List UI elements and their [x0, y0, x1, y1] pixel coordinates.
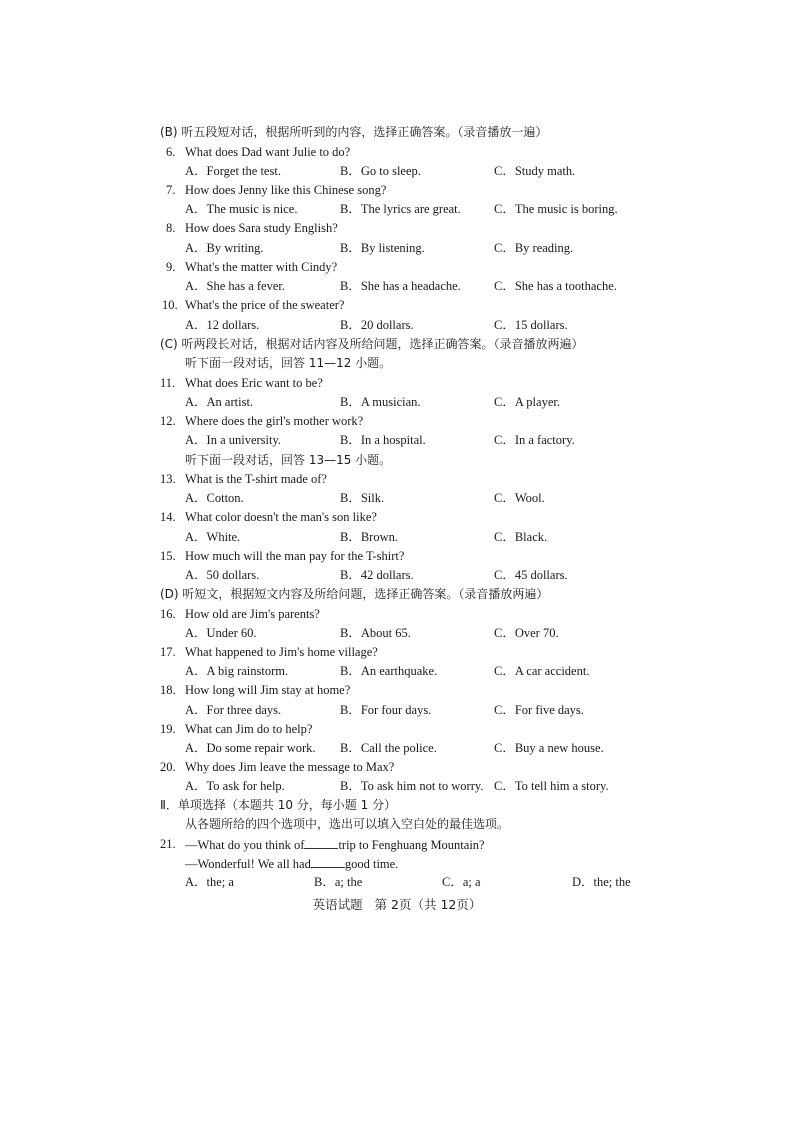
section-c-header: (C) 听两段长对话，根据对话内容及所给问题，选择正确答案。（录音播放两遍） — [160, 337, 584, 351]
question-text: How does Sara study English? — [185, 221, 338, 235]
option-c: C．Wool. — [494, 491, 545, 505]
question-number: 16. — [160, 607, 176, 621]
option-a: A．Under 60. — [185, 626, 257, 640]
option-a: A．50 dollars. — [185, 568, 260, 582]
option-c: C．The music is boring. — [494, 202, 618, 216]
option-b: B．The lyrics are great. — [340, 202, 461, 216]
answer-blank — [304, 836, 338, 849]
option-c: C．For five days. — [494, 703, 584, 717]
option-b: B．A musician. — [340, 395, 421, 409]
option-a: A．White. — [185, 530, 241, 544]
option-a: A．She has a fever. — [185, 279, 285, 293]
option-c: C．Study math. — [494, 164, 576, 178]
option-a: A．The music is nice. — [185, 202, 298, 216]
question-text: How old are Jim's parents? — [185, 607, 320, 621]
footer-page: 第 2页 — [374, 897, 412, 912]
question-number: 12. — [160, 414, 176, 428]
footer-subject: 英语试题 — [312, 897, 363, 912]
option-b: B．By listening. — [340, 241, 425, 255]
question-text: What is the T-shirt made of? — [185, 472, 327, 486]
question-number: 15. — [160, 549, 176, 563]
question-text: Why does Jim leave the message to Max? — [185, 760, 395, 774]
question-text-part: —What do you think of — [185, 838, 305, 852]
section-ii-instruction: 从各题所给的四个选项中，选出可以填入空白处的最佳选项。 — [185, 817, 510, 831]
option-c: C．45 dollars. — [494, 568, 568, 582]
option-c: C．A car accident. — [494, 664, 590, 678]
question-text: What's the matter with Cindy? — [185, 260, 338, 274]
question-number: 18. — [160, 683, 176, 697]
option-a: A．An artist. — [185, 395, 254, 409]
question-text-part: good time. — [344, 857, 399, 871]
section-d-header: (D) 听短文，根据短文内容及所给问题，选择正确答案。（录音播放两遍） — [160, 587, 549, 601]
question-number: 9. — [166, 260, 176, 274]
option-c: C．Black. — [494, 530, 548, 544]
question-number: 21. — [160, 837, 176, 851]
option-a: A．For three days. — [185, 703, 282, 717]
question-number: 17. — [160, 645, 176, 659]
option-b: B．a; the — [314, 875, 363, 889]
question-text-part: —Wonderful! We all had — [185, 857, 311, 871]
question-text-part: trip to Fenghuang Mountain? — [338, 838, 485, 852]
option-b: B．42 dollars. — [340, 568, 414, 582]
option-a: A．Do some repair work. — [185, 741, 316, 755]
option-a: A．A big rainstorm. — [185, 664, 289, 678]
option-a: A．Forget the test. — [185, 164, 281, 178]
question-text: What can Jim do to help? — [185, 722, 313, 736]
question-text: How long will Jim stay at home? — [185, 683, 351, 697]
section-c-sub1: 听下面一段对话，回答 11—12 小题。 — [185, 356, 392, 370]
answer-blank — [311, 855, 345, 868]
question-line-1 — [185, 836, 485, 853]
option-b: B．Call the police. — [340, 741, 437, 755]
option-b: B．An earthquake. — [340, 664, 438, 678]
question-text: What's the price of the sweater? — [185, 298, 345, 312]
question-number: 14. — [160, 510, 176, 524]
question-text: What happened to Jim's home village? — [185, 645, 378, 659]
option-d: D．the; the — [572, 875, 631, 889]
question-text: What does Eric want to be? — [185, 376, 323, 390]
footer-total: （共 12页） — [411, 897, 482, 912]
question-text: How much will the man pay for the T-shirt? — [185, 549, 405, 563]
question-number: 6. — [166, 145, 176, 159]
option-c: C．A player. — [494, 395, 560, 409]
option-a: A．the; a — [185, 875, 234, 889]
option-a: A．By writing. — [185, 241, 264, 255]
option-c: C．She has a toothache. — [494, 279, 617, 293]
question-number: 8. — [166, 221, 176, 235]
option-b: B．To ask him not to worry. — [340, 779, 484, 793]
option-c: C．Buy a new house. — [494, 741, 604, 755]
question-number: 20. — [160, 760, 176, 774]
option-b: B．She has a headache. — [340, 279, 461, 293]
question-number: 11. — [160, 376, 176, 390]
section-b-header: (B) 听五段短对话，根据所听到的内容，选择正确答案。（录音播放一遍） — [160, 125, 548, 139]
question-text: What color doesn't the man's son like? — [185, 510, 377, 524]
option-a: A．In a university. — [185, 433, 282, 447]
section-c-sub2: 听下面一段对话，回答 13—15 小题。 — [185, 453, 392, 467]
question-number: 19. — [160, 722, 176, 736]
option-c: C．a; a — [442, 875, 481, 889]
option-b: B．Silk. — [340, 491, 385, 505]
question-text: What does Dad want Julie to do? — [185, 145, 351, 159]
option-b: B．In a hospital. — [340, 433, 426, 447]
question-number: 10. — [162, 298, 178, 312]
question-text: How does Jenny like this Chinese song? — [185, 183, 387, 197]
question-number: 7. — [166, 183, 176, 197]
question-text: Where does the girl's mother work? — [185, 414, 364, 428]
option-b: B．Go to sleep. — [340, 164, 421, 178]
option-a: A．12 dollars. — [185, 318, 260, 332]
page-footer — [0, 895, 794, 913]
section-ii-header: Ⅱ．单项选择（本题共 10 分，每小题 1 分） — [160, 798, 397, 812]
option-a: A．Cotton. — [185, 491, 244, 505]
option-b: B．Brown. — [340, 530, 398, 544]
option-c: C．By reading. — [494, 241, 574, 255]
question-number: 13. — [160, 472, 176, 486]
option-b: B．About 65. — [340, 626, 411, 640]
option-a: A．To ask for help. — [185, 779, 285, 793]
option-c: C．15 dollars. — [494, 318, 568, 332]
option-b: B．20 dollars. — [340, 318, 414, 332]
option-c: C．In a factory. — [494, 433, 575, 447]
option-c: C．Over 70. — [494, 626, 559, 640]
question-line-2 — [185, 855, 398, 872]
option-b: B．For four days. — [340, 703, 432, 717]
option-c: C．To tell him a story. — [494, 779, 609, 793]
